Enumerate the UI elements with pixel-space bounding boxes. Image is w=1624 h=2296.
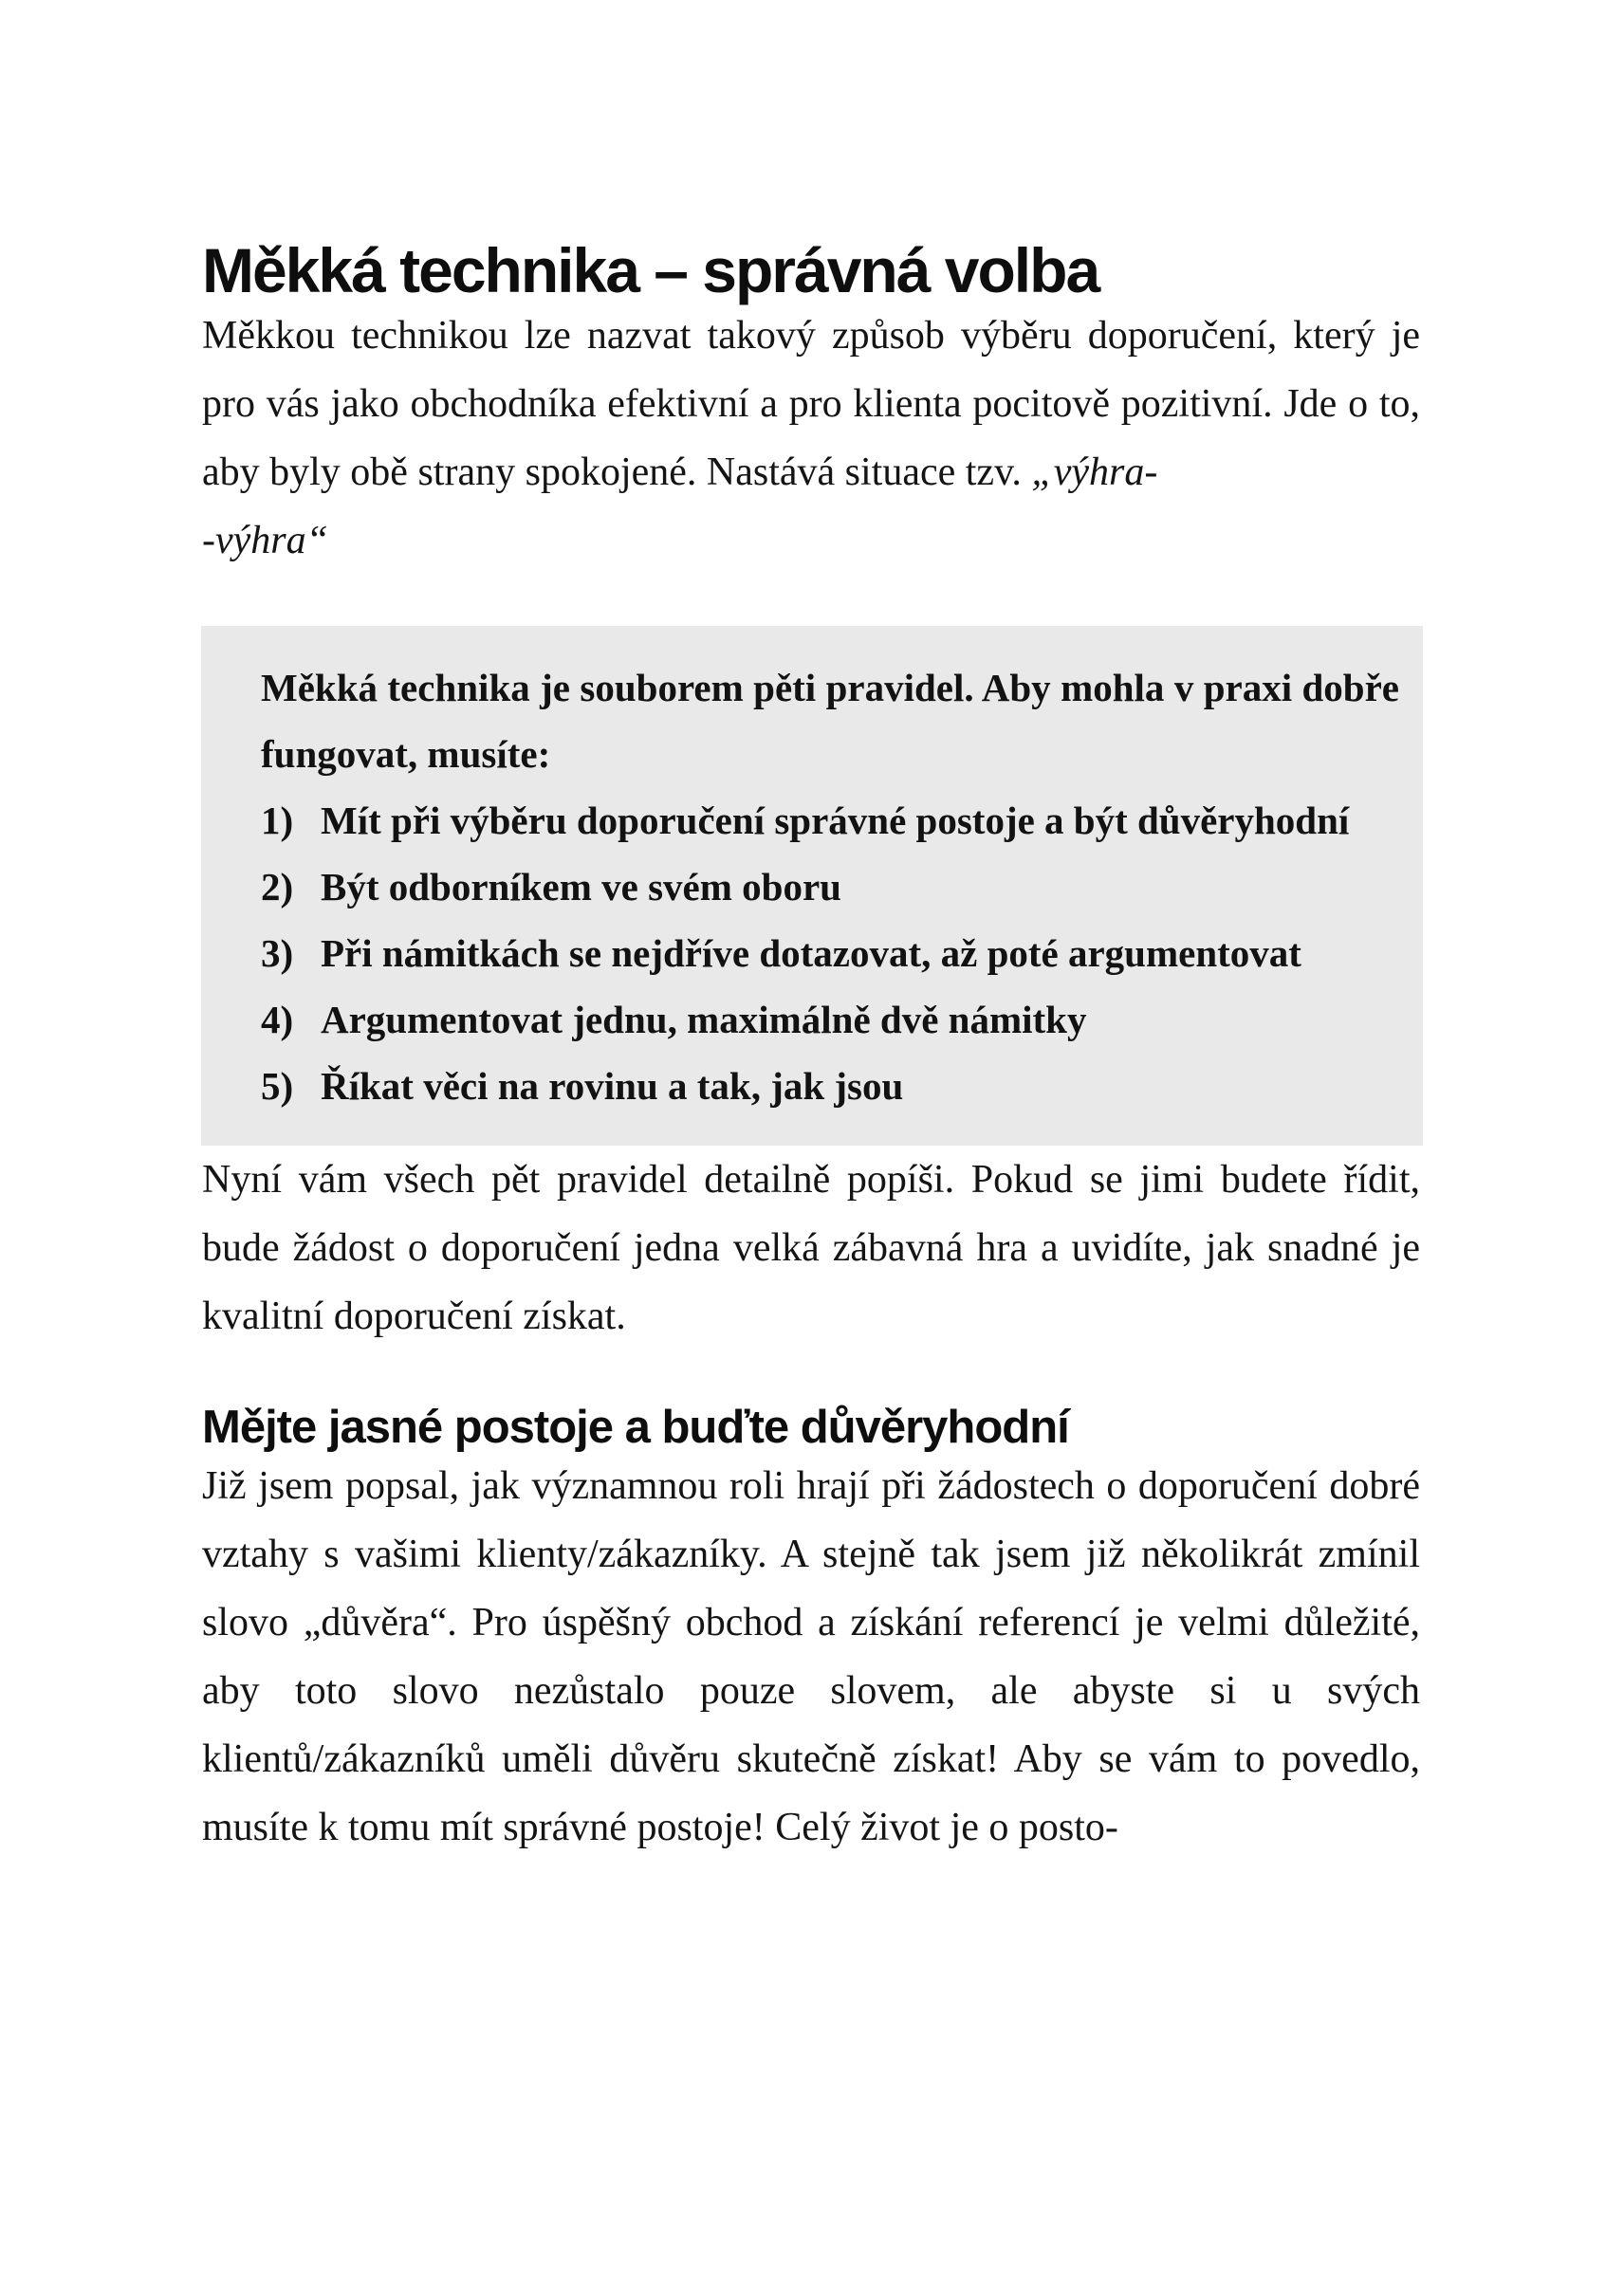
intro-paragraph-text: Měkkou technikou lze nazvat takový způsob výběru doporučení, který je pro vás jako obchodníka efektivní a pro klienta pocitově pozitivní. Jde o to, aby byly obě strany spokojené. Nastává situace tzv. (202, 314, 1420, 494)
rule-number: 4) (261, 998, 294, 1041)
outro-paragraph: Nyní vám všech pět pravidel detailně popíši. Pokud se jimi budete řídit, bude žádost o doporučení jedna velká zábavná hra a uvidíte, jak snadné je kvalitní doporučení získat. (202, 1158, 1420, 1338)
rules-list (261, 787, 1399, 1119)
rule-number: 5) (261, 1064, 294, 1108)
rule-text: Být odborníkem ve svém oboru (321, 865, 841, 909)
rules-box (201, 626, 1423, 1146)
intro-paragraph (202, 302, 1420, 575)
chapter-title: Měkká technika – správná volba (202, 235, 1099, 305)
emphasis-vyhra-line2: -výhra“ (202, 519, 328, 562)
rule-number: 1) (261, 799, 294, 842)
rule-item-5 (261, 1053, 1399, 1119)
emphasis-vyhra-line1: „výhra- (1031, 450, 1158, 494)
rule-item-4 (261, 986, 1399, 1053)
rule-number: 2) (261, 865, 294, 909)
rule-text: Říkat věci na rovinu a tak, jak jsou (321, 1064, 904, 1108)
rule-item-2 (261, 854, 1399, 920)
rule-item-3 (261, 920, 1399, 986)
section-subheading: Mějte jasné postoje a buďte důvěryhodní (202, 1402, 1069, 1453)
rule-text: Argumentovat jednu, maximálně dvě námitky (321, 998, 1087, 1041)
rule-item-1 (261, 787, 1399, 854)
postoje-paragraph: Již jsem popsal, jak významnou roli hrají při žádostech o doporučení dobré vztahy s vašimi klienty/zákazníky. A stejně tak jsem již několikrát zmínil slovo „důvěra“. Pro úspěšný obchod a získání referencí je velmi důležité, aby toto slovo nezůstalo pouze slovem, ale abyste si u svých klientů/zákazníků uměli důvěru skutečně získat! Aby se vám to povedlo, musíte k tomu mít správné postoje! Celý život je o posto- (202, 1464, 1420, 1850)
rule-number: 3) (261, 931, 294, 975)
rule-text: Při námitkách se nejdříve dotazovat, až poté argumentovat (321, 931, 1301, 975)
rule-text: Mít při výběru doporučení správné postoje a být důvěryhodní (321, 799, 1350, 842)
rules-box-heading: Měkká technika je souborem pěti pravidel. Aby mohla v praxi dobře fungovat, musíte: (261, 666, 1399, 776)
